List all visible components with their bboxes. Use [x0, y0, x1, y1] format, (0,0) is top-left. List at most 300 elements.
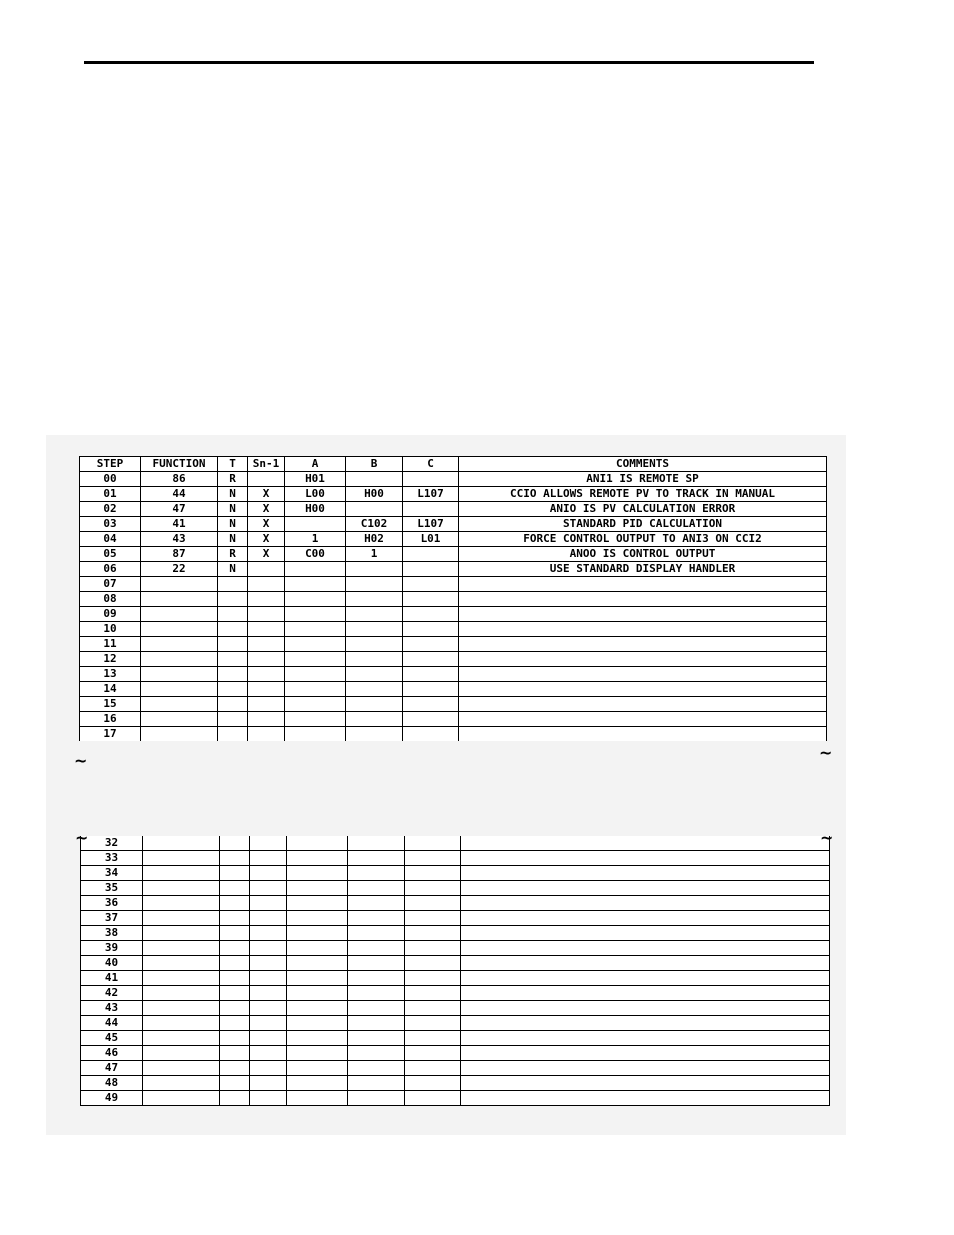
table-cell [218, 697, 248, 712]
table-cell [287, 1061, 348, 1076]
table-row [80, 622, 827, 637]
table-cell [220, 1001, 250, 1016]
table-cell [348, 956, 405, 971]
table-cell [220, 1076, 250, 1091]
table-cell [143, 1046, 220, 1061]
table-cell [141, 697, 218, 712]
header-rule [84, 61, 814, 64]
table-cell [218, 592, 248, 607]
table-cell [346, 667, 403, 682]
table-cell [141, 712, 218, 727]
table-cell [143, 941, 220, 956]
table-cell: ANIO IS PV CALCULATION ERROR [459, 502, 827, 517]
table-cell: 22 [141, 562, 218, 577]
table-cell [459, 727, 827, 742]
table-cell [220, 941, 250, 956]
table-cell [348, 911, 405, 926]
table-cell [220, 956, 250, 971]
table-cell [218, 637, 248, 652]
column-header: T [218, 457, 248, 472]
table-cell [461, 851, 830, 866]
table-cell [141, 682, 218, 697]
table-cell [285, 592, 346, 607]
table-cell [250, 956, 287, 971]
table-cell [218, 607, 248, 622]
table-cell [250, 1076, 287, 1091]
table-cell [218, 652, 248, 667]
table-cell [143, 926, 220, 941]
column-header: COMMENTS [459, 457, 827, 472]
table-cell [461, 941, 830, 956]
table-row [80, 697, 827, 712]
table-row [80, 592, 827, 607]
table-cell [220, 1046, 250, 1061]
table-cell: 06 [80, 562, 141, 577]
table-cell: C00 [285, 547, 346, 562]
table-cell: C102 [346, 517, 403, 532]
program-table-top [79, 456, 827, 741]
table-cell [461, 926, 830, 941]
table-cell [346, 727, 403, 742]
table-cell [250, 911, 287, 926]
table-cell: 86 [141, 472, 218, 487]
table-cell [220, 911, 250, 926]
table-cell [141, 577, 218, 592]
table-cell: CCIO ALLOWS REMOTE PV TO TRACK IN MANUAL [459, 487, 827, 502]
table-cell: 40 [81, 956, 143, 971]
table-cell [348, 851, 405, 866]
table-cell [459, 622, 827, 637]
table-cell [461, 1016, 830, 1031]
table-row [80, 682, 827, 697]
table-row [81, 926, 830, 941]
table-row [80, 562, 827, 577]
table-cell [346, 712, 403, 727]
column-header: A [285, 457, 346, 472]
table-cell [405, 1031, 461, 1046]
table-cell [287, 881, 348, 896]
table-row [80, 517, 827, 532]
table-cell [348, 926, 405, 941]
table-cell: R [218, 547, 248, 562]
table-cell [285, 667, 346, 682]
table-cell [285, 712, 346, 727]
table-body-top [80, 472, 827, 742]
table-row [81, 956, 830, 971]
table-cell [250, 1046, 287, 1061]
table-cell: 43 [81, 1001, 143, 1016]
table-cell [285, 577, 346, 592]
table-cell [459, 697, 827, 712]
table-cell [461, 986, 830, 1001]
table-cell [348, 941, 405, 956]
table-row [81, 1061, 830, 1076]
table-cell: 46 [81, 1046, 143, 1061]
table-cell [218, 727, 248, 742]
table-cell [348, 986, 405, 1001]
table-row [80, 637, 827, 652]
table-cell [348, 1061, 405, 1076]
table-row [81, 1046, 830, 1061]
table-cell [348, 1031, 405, 1046]
table-cell [220, 896, 250, 911]
table-cell: H00 [285, 502, 346, 517]
table-cell [285, 727, 346, 742]
table-cell [459, 712, 827, 727]
table-cell [250, 1016, 287, 1031]
table-cell: USE STANDARD DISPLAY HANDLER [459, 562, 827, 577]
table-cell [285, 517, 346, 532]
table-row [81, 986, 830, 1001]
table-cell: 02 [80, 502, 141, 517]
table-cell: R [218, 472, 248, 487]
table-cell [461, 1031, 830, 1046]
table-cell [285, 652, 346, 667]
table-cell: 47 [141, 502, 218, 517]
table-cell [220, 881, 250, 896]
table-cell [461, 1001, 830, 1016]
table-cell [285, 697, 346, 712]
table-cell: 38 [81, 926, 143, 941]
table-cell [143, 1001, 220, 1016]
table-cell [405, 1091, 461, 1106]
table-cell: 09 [80, 607, 141, 622]
table-row [81, 836, 830, 851]
table-cell [220, 1016, 250, 1031]
table-cell [248, 667, 285, 682]
table-cell: 14 [80, 682, 141, 697]
table-cell [405, 866, 461, 881]
table-cell [220, 971, 250, 986]
table-cell: ANI1 IS REMOTE SP [459, 472, 827, 487]
table-cell [218, 682, 248, 697]
table-cell [250, 986, 287, 1001]
table-cell [287, 956, 348, 971]
table-cell [405, 896, 461, 911]
table-cell [403, 637, 459, 652]
table-row [80, 727, 827, 742]
table-cell: 37 [81, 911, 143, 926]
table-cell [348, 866, 405, 881]
table-cell [220, 851, 250, 866]
table-cell [405, 1001, 461, 1016]
table-cell [459, 592, 827, 607]
table-cell: L107 [403, 487, 459, 502]
table-cell [403, 667, 459, 682]
table-cell [346, 652, 403, 667]
table-cell [461, 896, 830, 911]
column-header: C [403, 457, 459, 472]
table-cell [248, 682, 285, 697]
table-cell [248, 727, 285, 742]
table-cell [461, 1046, 830, 1061]
table-cell [287, 986, 348, 1001]
table-cell [218, 577, 248, 592]
table-cell [143, 911, 220, 926]
table-cell [220, 986, 250, 1001]
table-cell [287, 836, 348, 851]
table-cell [461, 836, 830, 851]
table-cell: N [218, 562, 248, 577]
table-cell [250, 866, 287, 881]
table-cell [287, 1076, 348, 1091]
table-cell [287, 896, 348, 911]
table-cell [220, 1031, 250, 1046]
table-cell [248, 622, 285, 637]
table-cell: H02 [346, 532, 403, 547]
column-header: FUNCTION [141, 457, 218, 472]
table-cell: 1 [285, 532, 346, 547]
table-cell [220, 1061, 250, 1076]
table-header [80, 457, 827, 472]
table-cell [405, 986, 461, 1001]
table-cell [248, 607, 285, 622]
table-cell [405, 1016, 461, 1031]
table-cell: 44 [81, 1016, 143, 1031]
table-cell [250, 971, 287, 986]
table-cell [287, 1001, 348, 1016]
table-cell [405, 1046, 461, 1061]
table-cell [250, 896, 287, 911]
table-cell: ANOO IS CONTROL OUTPUT [459, 547, 827, 562]
table-cell [287, 1031, 348, 1046]
table-cell [248, 562, 285, 577]
table-cell [143, 986, 220, 1001]
table-cell [346, 562, 403, 577]
table-cell [459, 607, 827, 622]
table-cell: N [218, 502, 248, 517]
table-cell [459, 667, 827, 682]
table-row [81, 1031, 830, 1046]
table-cell: 49 [81, 1091, 143, 1106]
table-cell [403, 577, 459, 592]
table-cell: 34 [81, 866, 143, 881]
table-cell: 42 [81, 986, 143, 1001]
table-cell [143, 851, 220, 866]
table-cell [403, 682, 459, 697]
table-row [80, 607, 827, 622]
table-cell [346, 577, 403, 592]
table-cell [459, 577, 827, 592]
table-cell [250, 1001, 287, 1016]
table-cell: 32 [81, 836, 143, 851]
table-cell [248, 592, 285, 607]
table-cell [403, 607, 459, 622]
table-cell: 87 [141, 547, 218, 562]
table-cell [403, 697, 459, 712]
table-cell: 11 [80, 637, 141, 652]
break-mark-right-top: ~ [819, 743, 833, 762]
table-cell [143, 881, 220, 896]
table-cell: 16 [80, 712, 141, 727]
table-cell [143, 1031, 220, 1046]
table-cell [405, 971, 461, 986]
table-cell [348, 836, 405, 851]
table-cell [405, 1076, 461, 1091]
table-cell [287, 1091, 348, 1106]
table-cell [287, 941, 348, 956]
table-cell: 41 [141, 517, 218, 532]
table-cell [403, 652, 459, 667]
table-cell [250, 941, 287, 956]
table-row [80, 502, 827, 517]
break-mark-left-bottom: ~ [75, 828, 89, 847]
table-cell: 36 [81, 896, 143, 911]
table-cell [220, 926, 250, 941]
table-cell [348, 1091, 405, 1106]
break-mark-left-top: ~ [74, 751, 88, 770]
table-cell: 04 [80, 532, 141, 547]
table-row [81, 971, 830, 986]
table-cell [346, 697, 403, 712]
table-cell [287, 1016, 348, 1031]
table-row [81, 1016, 830, 1031]
table-row [81, 866, 830, 881]
table-cell [218, 712, 248, 727]
table-cell [403, 562, 459, 577]
table-cell [141, 637, 218, 652]
table-row [81, 881, 830, 896]
table-cell [250, 1091, 287, 1106]
table-cell [250, 1061, 287, 1076]
table-cell [218, 622, 248, 637]
table-row [80, 547, 827, 562]
table-cell [346, 622, 403, 637]
table-row [81, 911, 830, 926]
table-cell [461, 866, 830, 881]
table-row [80, 472, 827, 487]
table-cell: 13 [80, 667, 141, 682]
table-cell: L01 [403, 532, 459, 547]
table-cell [405, 836, 461, 851]
table-row [80, 667, 827, 682]
table-cell: 35 [81, 881, 143, 896]
table-cell [287, 926, 348, 941]
table-cell [459, 652, 827, 667]
table-cell [461, 881, 830, 896]
table-cell [143, 896, 220, 911]
header-row [80, 457, 827, 472]
table-cell [143, 866, 220, 881]
table-cell [405, 926, 461, 941]
table-cell: L107 [403, 517, 459, 532]
table-cell [218, 667, 248, 682]
table-cell [285, 637, 346, 652]
table-cell [220, 1091, 250, 1106]
table-cell [285, 682, 346, 697]
table-cell [461, 1091, 830, 1106]
table-cell: X [248, 517, 285, 532]
table-cell [143, 1061, 220, 1076]
table-cell: 03 [80, 517, 141, 532]
table-cell [141, 622, 218, 637]
table-cell: X [248, 487, 285, 502]
table-row [80, 577, 827, 592]
table-cell [403, 547, 459, 562]
table-cell: H00 [346, 487, 403, 502]
table-cell: 44 [141, 487, 218, 502]
table-cell: 07 [80, 577, 141, 592]
table-cell [346, 472, 403, 487]
table-cell: 17 [80, 727, 141, 742]
table-cell [250, 926, 287, 941]
table-cell [461, 956, 830, 971]
table-cell: H01 [285, 472, 346, 487]
break-mark-right-bottom: ~ [820, 828, 834, 847]
table-row [81, 1001, 830, 1016]
table-cell [141, 607, 218, 622]
table-cell: N [218, 532, 248, 547]
table-cell [461, 911, 830, 926]
table-cell: FORCE CONTROL OUTPUT TO ANI3 ON CCI2 [459, 532, 827, 547]
table-cell: STANDARD PID CALCULATION [459, 517, 827, 532]
table-cell [141, 592, 218, 607]
table-row [80, 712, 827, 727]
table-cell [403, 727, 459, 742]
table-cell [348, 1046, 405, 1061]
table-cell [348, 881, 405, 896]
table-cell [143, 1076, 220, 1091]
table-cell [248, 652, 285, 667]
table-cell [348, 1076, 405, 1091]
table-cell: N [218, 487, 248, 502]
table-cell [403, 502, 459, 517]
table-cell: X [248, 502, 285, 517]
table-cell: L00 [285, 487, 346, 502]
table-cell [287, 971, 348, 986]
table-cell: 33 [81, 851, 143, 866]
table-cell: 12 [80, 652, 141, 667]
column-header: Sn-1 [248, 457, 285, 472]
table-cell [143, 1091, 220, 1106]
table-row [81, 1076, 830, 1091]
table-cell [405, 956, 461, 971]
table-row [81, 851, 830, 866]
table-cell: 15 [80, 697, 141, 712]
table-cell [285, 607, 346, 622]
table-cell [248, 472, 285, 487]
table-cell [141, 727, 218, 742]
table-cell [346, 637, 403, 652]
table-cell [250, 836, 287, 851]
table-cell [346, 502, 403, 517]
table-cell [461, 1076, 830, 1091]
table-cell [143, 836, 220, 851]
table-cell [405, 941, 461, 956]
table-cell [143, 971, 220, 986]
table-cell: 08 [80, 592, 141, 607]
table-cell [287, 911, 348, 926]
table-cell: 1 [346, 547, 403, 562]
table-row [80, 532, 827, 547]
table-cell: 45 [81, 1031, 143, 1046]
table-cell [220, 866, 250, 881]
table-cell: X [248, 532, 285, 547]
table-cell: 39 [81, 941, 143, 956]
table-cell [285, 622, 346, 637]
table-cell: 01 [80, 487, 141, 502]
table-cell [287, 866, 348, 881]
table-cell [405, 911, 461, 926]
table-cell: N [218, 517, 248, 532]
table-cell [405, 1061, 461, 1076]
table-cell [287, 851, 348, 866]
table-cell [248, 697, 285, 712]
table-row [80, 652, 827, 667]
table-cell [403, 472, 459, 487]
table-cell [250, 1031, 287, 1046]
table-row [81, 896, 830, 911]
